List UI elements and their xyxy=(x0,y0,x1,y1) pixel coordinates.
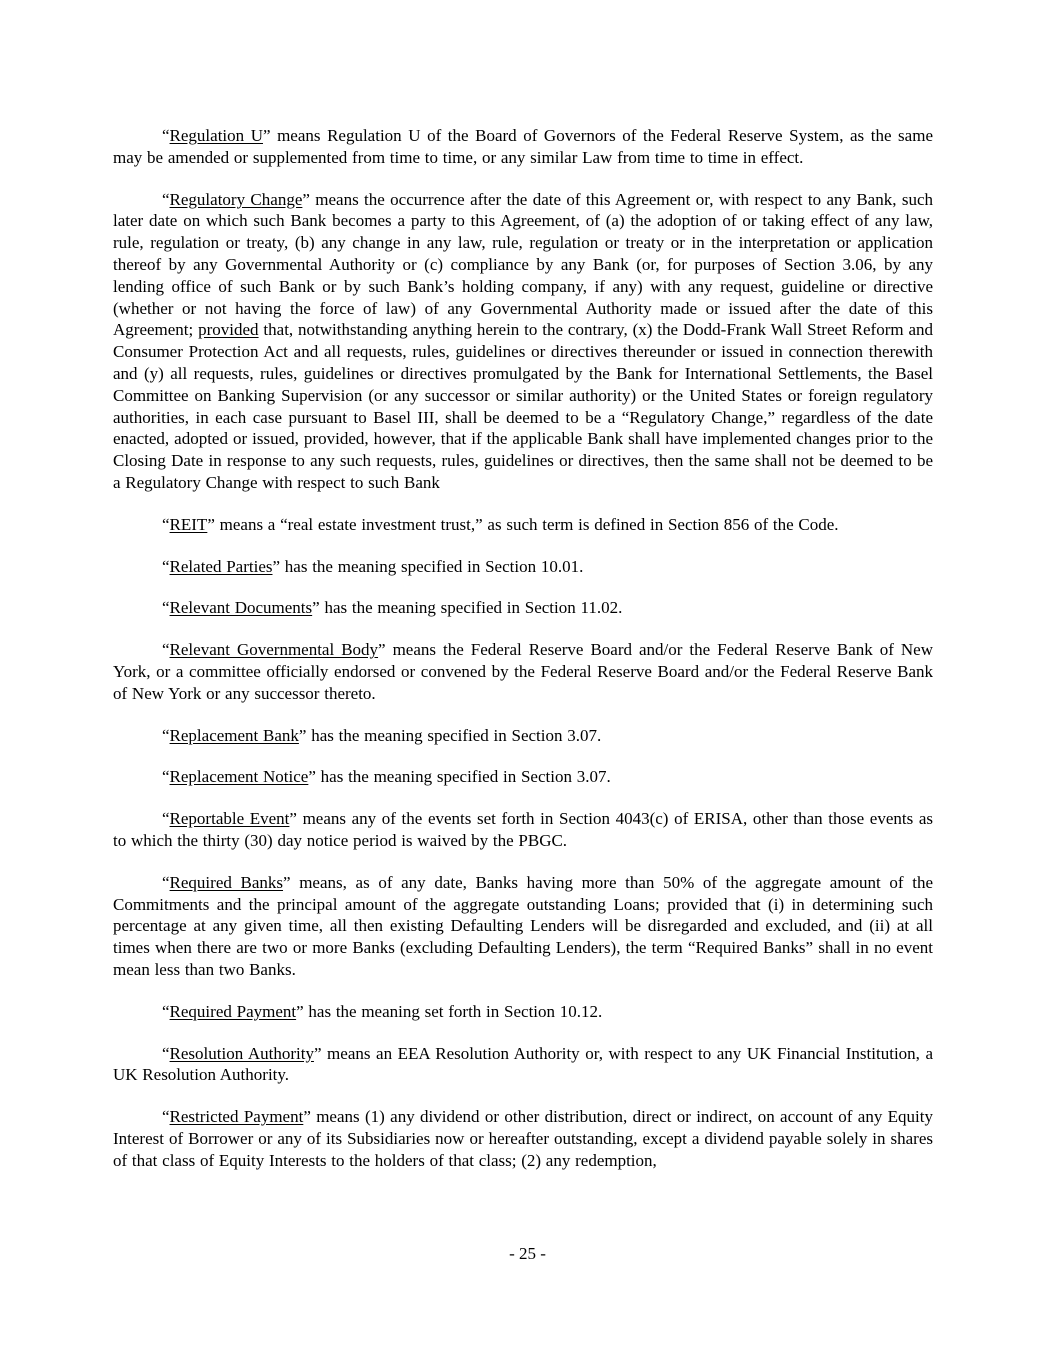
paragraph-text: ” means any of the events set forth in Section 4043(c) of ERISA, other than those events as to which the thirty (30) day notice period is waived by the PBGC. xyxy=(113,809,933,850)
paragraph-text: “ xyxy=(162,556,170,576)
paragraph-regulation-u xyxy=(113,125,933,169)
paragraph-replacement-bank xyxy=(113,725,933,747)
paragraph-text: “ xyxy=(162,640,170,660)
paragraph-required-payment xyxy=(113,1001,933,1023)
paragraph-text: “ xyxy=(162,126,170,145)
paragraph-text: “ xyxy=(162,1107,170,1127)
paragraph-text: “ xyxy=(162,725,170,745)
defined-term: Regulatory Change xyxy=(169,189,303,209)
paragraph-text: “ xyxy=(162,1001,170,1021)
defined-term: REIT xyxy=(169,514,208,534)
document-body xyxy=(113,125,933,1191)
paragraph-text: “ xyxy=(162,1043,170,1063)
paragraph-reit xyxy=(113,514,933,536)
paragraph-text: “ xyxy=(162,598,170,618)
paragraph-text: “ xyxy=(162,809,170,829)
defined-term: Required Banks xyxy=(169,872,284,892)
defined-term: Reportable Event xyxy=(169,809,290,829)
paragraph-text: ” means a “real estate investment trust,” as such term is defined in Section 856 of the Code. xyxy=(207,514,839,534)
paragraph-text: ” means, as of any date, Banks having more than 50% of the aggregate amount of the Commitments and the principal amount of the aggregate outstanding Loans; provided that (i) in determining such percentage at any given time, all then existing Defaulting Lenders will be disregarded and excluded, and (ii) at all times when there are two or more Banks (excluding Defaulting Lenders), the term “Required Banks” shall in no event mean less than two Banks. xyxy=(113,872,933,979)
paragraph-relevant-documents xyxy=(113,597,933,619)
defined-term: Replacement Notice xyxy=(169,767,309,787)
paragraph-text: “ xyxy=(162,189,170,209)
paragraph-text: ” means the Federal Reserve Board and/or the Federal Reserve Bank of New York, or a committee officially endorsed or convened by the Federal Reserve Board and/or the Federal Reserve Bank of New York or any successor thereto. xyxy=(113,640,933,703)
paragraph-text: ” means an EEA Resolution Authority or, with respect to any UK Financial Institution, a UK Resolution Authority. xyxy=(113,1043,934,1085)
defined-term: Regulation U xyxy=(169,126,263,145)
paragraph-required-banks xyxy=(113,872,933,981)
defined-term: Relevant Governmental Body xyxy=(169,640,379,660)
paragraph-text: ” has the meaning specified in Section 11.02. xyxy=(312,598,623,618)
defined-term: Replacement Bank xyxy=(169,725,299,745)
page-number: - 25 - xyxy=(509,1244,546,1263)
paragraph-text: ” has the meaning specified in Section 3.07. xyxy=(308,767,611,787)
defined-term: Resolution Authority xyxy=(169,1043,314,1063)
defined-term: Required Payment xyxy=(169,1001,297,1021)
paragraph-regulatory-change xyxy=(113,189,933,494)
paragraph-restricted-payment xyxy=(113,1106,933,1171)
paragraph-text: ” means the occurrence after the date of this Agreement or, with respect to any Bank, such later date on which such Bank becomes a party to this Agreement, of (a) the adoption of or taking effect of any law, rule, regulation or treaty, (b) any change in any law, rule, regulation or treaty or in the interpretation or application thereof by any Governmental Authority or (c) compliance by any Bank (or, for purposes of Section 3.06, by any lending office of such Bank or by such Bank’s holding company, if any) with any request, guideline or directive (whether or not having the force of law) of any Governmental Authority made or issued after the date of this Agreement; xyxy=(113,189,933,340)
paragraph-relevant-governmental-body xyxy=(113,639,933,704)
paragraph-replacement-notice xyxy=(113,766,933,788)
paragraph-text: ” has the meaning specified in Section 10.01. xyxy=(272,556,584,576)
paragraph-text: ” has the meaning set forth in Section 10.12. xyxy=(296,1001,603,1021)
paragraph-text: “ xyxy=(162,872,170,892)
paragraph-text: ” has the meaning specified in Section 3.07. xyxy=(298,725,602,745)
defined-term: Restricted Payment xyxy=(169,1107,304,1127)
defined-term: provided xyxy=(198,320,259,340)
paragraph-text: “ xyxy=(162,514,170,534)
paragraph-related-parties xyxy=(113,556,933,578)
paragraph-resolution-authority xyxy=(113,1043,933,1087)
defined-term: Related Parties xyxy=(169,556,273,576)
defined-term: Relevant Documents xyxy=(169,598,313,618)
paragraph-text: ” means (1) any dividend or other distribution, direct or indirect, on account of any Equity Interest of Borrower or any of its Subsidiaries now or hereafter outstanding, except a dividend payable solely in shares of that class of Equity Interests to the holders of that class; (2) any redemption, xyxy=(113,1107,933,1170)
paragraph-reportable-event xyxy=(113,808,933,852)
paragraph-text: ” means Regulation U of the Board of Governors of the Federal Reserve System, as the same may be amended or supplemented from time to time, or any similar Law from time to time in effect. xyxy=(113,126,933,167)
paragraph-text: “ xyxy=(162,767,170,787)
paragraph-text: that, notwithstanding anything herein to the contrary, (x) the Dodd-Frank Wall Street Reform and Consumer Protection Act and all requests, rules, guidelines or directives thereunder or issued in connection therewith and (y) all requests, rules, guidelines or directives promulgated by the Bank for International Settlements, the Basel Committee on Banking Supervision (or any successor or similar authority) or the United States or foreign regulatory authorities, in each case pursuant to Basel III, shall be deemed to be a “Regulatory Change,” regardless of the date enacted, adopted or issued, provided, however, that if the applicable Bank shall have implemented changes prior to the Closing Date in response to any such requests, rules, guidelines or directives, then the same shall not be deemed to be a Regulatory Change with respect to such Bank xyxy=(113,320,933,492)
